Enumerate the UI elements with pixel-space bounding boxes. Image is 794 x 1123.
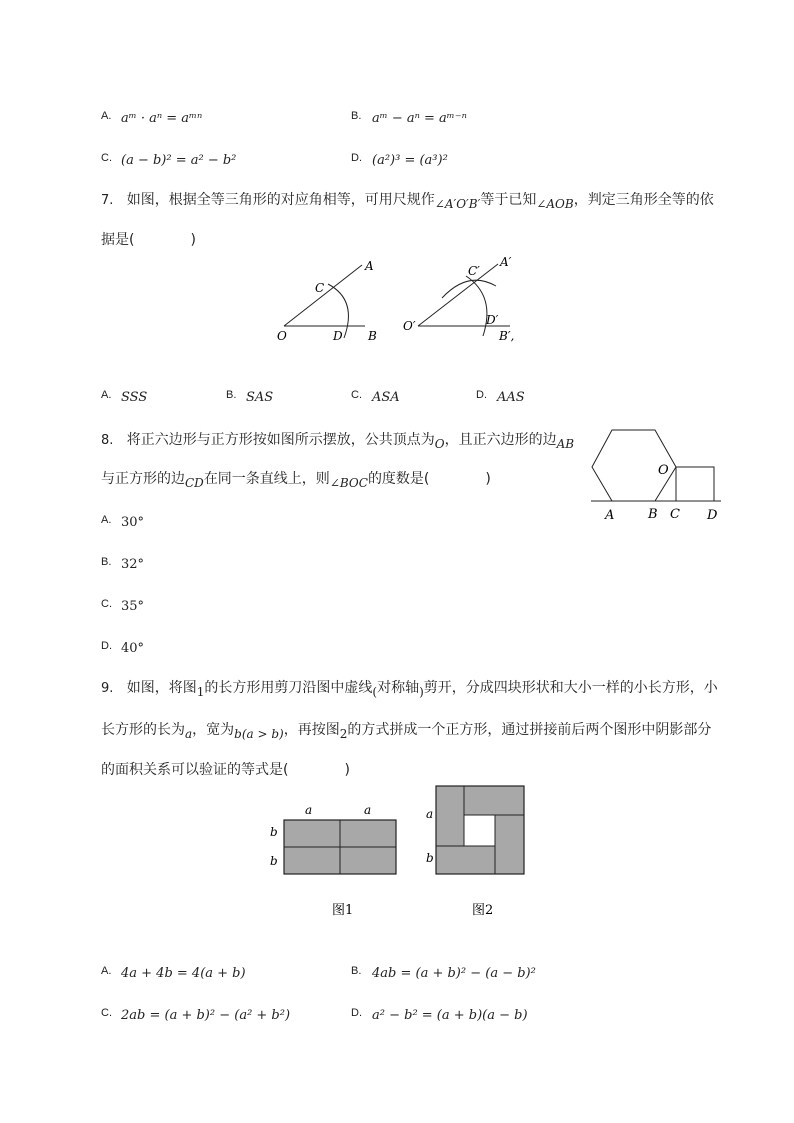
- q9-text-3: 对称轴: [377, 680, 420, 696]
- q7-option-b-label: B.: [226, 389, 237, 401]
- q9-fig2-label-a: a: [426, 807, 434, 821]
- q7-label-b-prime: B′,: [499, 329, 515, 343]
- q8-math-cd: CD: [185, 476, 204, 490]
- q9-figure-2: [420, 780, 535, 923]
- q9-figure-1: [262, 798, 402, 923]
- q9-fig1-caption: 图1: [332, 903, 354, 918]
- q7-text-1: 如图，根据全等三角形的对应角相等，可用尺规作: [126, 192, 435, 208]
- q6-option-c-text: (a − b)² = a² − b²: [121, 153, 237, 168]
- q7-arc-intersect: [442, 280, 496, 298]
- q6-option-a-label: A.: [101, 110, 112, 122]
- q7-label-c-prime: C′: [468, 264, 480, 278]
- q9-text-1: 如图，将图: [126, 680, 197, 696]
- q7-option-d-text: AAS: [497, 390, 525, 405]
- q7-math-angle-aob: ∠AOB: [536, 197, 574, 211]
- q9-fig1-label-a1: a: [305, 803, 313, 817]
- q9-math-rparen: ): [419, 685, 424, 699]
- q8-option-c-text: 35°: [121, 599, 145, 614]
- q7-figure: [270, 250, 540, 350]
- q8-text-3: 与正方形的边: [101, 471, 185, 487]
- q9-stem-line3: 的面积关系可以验证的等式是( ): [101, 762, 350, 778]
- q7-option-a-text: SSS: [121, 390, 148, 405]
- q9-math-a: a: [185, 727, 193, 741]
- q7-option-c-text: ASA: [372, 390, 400, 405]
- q7-label-d: D: [333, 329, 343, 343]
- q6-option-d-text: (a²)³ = (a³)²: [372, 153, 448, 168]
- q9-text-7: ，再按图: [283, 722, 340, 738]
- q8-math-angle-boc: ∠BOC: [329, 476, 368, 490]
- q9-option-d-label: D.: [351, 1007, 362, 1019]
- q8-option-c-label: C.: [101, 598, 112, 610]
- q9-stem-line1: [101, 677, 718, 699]
- q7-option-b-text: SAS: [246, 390, 274, 405]
- q8-math-ab: AB: [556, 437, 575, 451]
- q8-option-b-text: 32°: [121, 557, 145, 572]
- q9-math-b: b(a > b): [234, 727, 284, 741]
- q8-text-1: 将正六边形与正方形按如图所示摆放，公共顶点为: [126, 432, 435, 448]
- q9-math-lparen: (: [372, 685, 378, 699]
- q7-label-o: O: [277, 329, 287, 343]
- q7-label-d-prime: D′: [486, 313, 499, 327]
- q7-option-a-label: A.: [101, 389, 112, 401]
- q8-number: 8.: [101, 433, 114, 448]
- q9-text-8: 的方式拼成一个正方形，通过拼接前后两个图形中阴影部分: [347, 722, 712, 738]
- q9-stem-line2: [101, 719, 711, 741]
- q8-text-5: 的度数是( ): [367, 471, 491, 487]
- q8-option-d-label: D.: [101, 640, 112, 652]
- q7-text-3: ，判定三角形全等的依: [573, 192, 714, 208]
- q8-label-a: A: [605, 508, 615, 523]
- q8-stem-line1: [101, 429, 574, 451]
- q7-number: 7.: [101, 193, 114, 208]
- q7-math-angle-prime: ∠A′O′B′: [434, 197, 481, 211]
- q6-option-a-text: aᵐ · aⁿ = aᵐⁿ: [121, 111, 203, 126]
- q9-number: 9.: [101, 681, 114, 696]
- q9-option-a-text: 4a + 4b = 4(a + b): [121, 966, 246, 981]
- q9-fig1-label-a2: a: [364, 803, 372, 817]
- q8-label-o: O: [658, 463, 669, 478]
- q7-option-c-label: C.: [351, 389, 362, 401]
- q8-label-c: C: [670, 507, 680, 522]
- q8-square: [676, 467, 714, 501]
- q7-ray-oa: [284, 265, 362, 326]
- q7-label-a-prime: A′: [500, 255, 512, 269]
- q8-stem-line2: [101, 468, 491, 490]
- q9-fig2-caption: 图2: [472, 903, 494, 918]
- q9-math-fig2: 2: [339, 727, 348, 741]
- q6-option-d-label: D.: [351, 152, 362, 164]
- q8-text-4: 在同一条直线上，则: [203, 471, 330, 487]
- q8-label-d: D: [707, 508, 718, 523]
- q8-math-o: O: [434, 437, 445, 451]
- q9-option-b-text: 4ab = (a + b)² − (a − b)²: [372, 966, 536, 981]
- q6-option-b-text: aᵐ − aⁿ = aᵐ⁻ⁿ: [372, 111, 467, 126]
- q9-option-c-label: C.: [101, 1007, 112, 1019]
- q9-option-c-text: 2ab = (a + b)² − (a² + b²): [121, 1008, 291, 1023]
- q7-label-o-prime: O′: [403, 319, 416, 333]
- q7-label-a: A: [365, 259, 374, 273]
- q7-label-c: C: [315, 281, 325, 295]
- q7-arc-c2d2: [466, 276, 487, 336]
- q8-text-2: ，且正六边形的边: [444, 432, 557, 448]
- q7-text-2: 等于已知: [480, 192, 537, 208]
- q9-fig2-label-b: b: [426, 851, 434, 865]
- q9-text-5: 长方形的长为: [101, 722, 185, 738]
- q6-option-c-label: C.: [101, 152, 112, 164]
- q8-option-a-text: 30°: [121, 515, 145, 530]
- q9-math-fig1: 1: [196, 685, 205, 699]
- q8-option-a-label: A.: [101, 514, 112, 526]
- q8-label-b: B: [648, 507, 658, 522]
- q7-stem-line2: 据是( ): [101, 232, 196, 248]
- q9-text-6: ，宽为: [192, 722, 235, 738]
- q9-fig1-label-b2: b: [270, 854, 278, 868]
- q6-option-b-label: B.: [351, 110, 362, 122]
- q9-text-4: 剪开，分成四块形状和大小一样的小长方形，小: [423, 680, 718, 696]
- q9-option-b-label: B.: [351, 965, 362, 977]
- q9-text-2: 的长方形用剪刀沿图中虚线: [204, 680, 373, 696]
- q9-option-a-label: A.: [101, 965, 112, 977]
- q7-option-d-label: D.: [476, 389, 487, 401]
- q9-fig1-label-b1: b: [270, 825, 278, 839]
- q7-stem-line1: [101, 189, 714, 211]
- q9-fig2-inner-square: [464, 815, 495, 846]
- q7-label-b: B: [368, 329, 377, 343]
- q9-option-d-text: a² − b² = (a + b)(a − b): [372, 1008, 528, 1023]
- q8-option-b-label: B.: [101, 556, 112, 568]
- q8-option-d-text: 40°: [121, 641, 145, 656]
- q8-figure: [585, 424, 725, 524]
